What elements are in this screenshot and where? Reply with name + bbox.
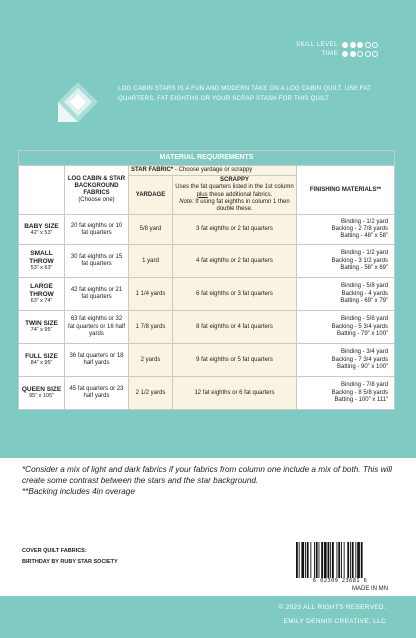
scrappy-cell: 8 fat eighths or 4 fat quarters xyxy=(173,311,297,344)
skill-level-row xyxy=(296,42,378,48)
batting-text: Batting - 69” x 79” xyxy=(340,297,389,304)
header-band xyxy=(0,0,416,128)
col-background-note: (Choose one) xyxy=(78,197,115,204)
size-dim: 74” x 95” xyxy=(30,327,53,334)
size-cell xyxy=(19,377,65,410)
star-fabric-header xyxy=(129,166,297,176)
background-cell: 30 fat eighths or 15 fat quarters xyxy=(65,245,129,278)
empty-corner-cell xyxy=(19,166,65,215)
time-dot-icon xyxy=(357,51,363,57)
material-requirements-table xyxy=(18,150,395,410)
background-cell: 20 fat eighths or 10 fat quarters xyxy=(65,215,129,245)
background-cell: 45 fat quarters or 23 half yards xyxy=(65,377,129,410)
size-label: SMALL THROW xyxy=(29,250,54,265)
size-dim: 42” x 53” xyxy=(30,229,53,236)
table-row xyxy=(19,311,395,344)
intro-text: LOG CABIN STARS IS A FUN AND MODERN TAKE ON A LOG CABIN QUILT. USE FAT QUARTERS, FAT EIGHTHS OR YOUR SCRAP STASH FOR THIS QUILT. xyxy=(118,85,372,102)
batting-text: Batting - 90” x 100” xyxy=(337,363,389,370)
binding-text: Binding - 5/8 yard xyxy=(341,283,389,290)
size-dim: 53” x 63” xyxy=(30,264,53,271)
star-fabric-note: - Choose yardage or scrappy xyxy=(173,167,253,173)
finishing-cell xyxy=(297,245,395,278)
backing-text: Backing - 8 5/8 yards xyxy=(331,389,389,396)
table-row xyxy=(19,377,395,410)
col-yardage-header: YARDAGE xyxy=(129,176,173,215)
binding-text: Binding - 1/2 yard xyxy=(341,250,389,257)
binding-text: Binding - 3/4 yard xyxy=(341,349,389,356)
skill-dot-icon xyxy=(357,42,363,48)
time-dot-icon xyxy=(350,51,356,57)
binding-text: Binding - 7/8 yard xyxy=(341,382,389,389)
yardage-cell: 2 yards xyxy=(129,344,173,377)
table-title: MATERIAL REQUIREMENTS xyxy=(19,151,395,166)
batting-text: Batting - 48” x 58” xyxy=(340,233,389,240)
footnote-backing: **Backing includes 4in overage xyxy=(22,487,135,496)
skill-dot-icon xyxy=(372,42,378,48)
table-row xyxy=(19,344,395,377)
finishing-cell xyxy=(297,377,395,410)
time-dot-icon xyxy=(342,51,348,57)
table-row xyxy=(19,215,395,245)
scrappy-cell: 6 fat eighths or 3 fat quarters xyxy=(173,278,297,311)
backing-text: Backing - 7 3/4 yards xyxy=(331,356,389,363)
cover-fabrics-label: COVER QUILT FABRICS: xyxy=(22,548,87,554)
scrappy-note-label: Note: xyxy=(179,198,194,205)
binding-text: Binding - 5/8 yard xyxy=(341,316,389,323)
scrappy-note-c: If using fat eighths in column 1 then double these. xyxy=(193,198,290,213)
size-dim: 95” x 105” xyxy=(29,393,54,400)
yardage-cell: 1 7/8 yards xyxy=(129,311,173,344)
made-in-label: MADE IN MN xyxy=(352,586,388,592)
yardage-cell: 2 1/2 yards xyxy=(129,377,173,410)
finishing-cell xyxy=(297,311,395,344)
background-cell: 42 fat eighths or 21 fat quarters xyxy=(65,278,129,311)
size-label: FULL SIZE xyxy=(25,353,58,361)
col-background-header xyxy=(65,166,129,215)
finishing-cell xyxy=(297,278,395,311)
backing-text: Backing - 5 3/4 yards xyxy=(331,323,389,330)
background-cell: 36 fat quarters or 18 half yards xyxy=(65,344,129,377)
yardage-cell: 1 yard xyxy=(129,245,173,278)
size-label: LARGE THROW xyxy=(29,283,54,298)
col-background-label: LOG CABIN & STAR BACKGROUND FABRICS xyxy=(67,175,126,197)
log-cabin-star-logo-icon xyxy=(56,80,100,124)
size-cell xyxy=(19,344,65,377)
barcode-icon xyxy=(292,540,388,582)
time-dot-icon xyxy=(365,51,371,57)
time-dot-icon xyxy=(372,51,378,57)
size-label: BABY SIZE xyxy=(24,222,59,230)
size-cell xyxy=(19,311,65,344)
size-dim: 63” x 74” xyxy=(30,297,53,304)
batting-text: Batting - 58” x 69” xyxy=(340,264,389,271)
batting-text: Batting - 100” x 111” xyxy=(334,396,389,403)
footer-band xyxy=(0,596,416,638)
background-cell: 63 fat eighths or 32 fat quarters or 16 half yards xyxy=(65,311,129,344)
size-label: TWIN SIZE xyxy=(25,320,58,328)
skill-dot-icon xyxy=(365,42,371,48)
scrappy-note-a: Uses the fat quarters listed in the 1st column xyxy=(175,184,294,191)
cover-fabrics-line: BIRTHDAY BY RUBY STAR SOCIETY xyxy=(22,559,118,565)
footnote-contrast: *Consider a mix of light and dark fabrics if your fabrics from column one include a mix of both. This will create some contrast between the stars and the star background. xyxy=(22,465,392,485)
time-label: TIME xyxy=(321,51,338,57)
copyright-text: © 2023 ALL RIGHTS RESERVED. xyxy=(278,604,386,611)
finishing-cell xyxy=(297,344,395,377)
footnotes xyxy=(22,464,402,497)
skill-dot-icon xyxy=(342,42,348,48)
size-dim: 84” x 95” xyxy=(30,360,53,367)
scrappy-cell: 12 fat eighths or 6 fat quarters xyxy=(173,377,297,410)
size-cell xyxy=(19,215,65,245)
finishing-cell xyxy=(297,215,395,245)
scrappy-cell: 9 fat eighths or 5 fat quarters xyxy=(173,344,297,377)
binding-text: Binding - 1/2 yard xyxy=(341,218,389,225)
skill-level-dots xyxy=(342,42,378,48)
col-scrappy-header xyxy=(173,176,297,215)
skill-dot-icon xyxy=(350,42,356,48)
col-scrappy-label: SCRAPPY xyxy=(219,177,249,184)
scrappy-note-b: these additional fabrics. xyxy=(207,191,273,198)
scrappy-note-plus: plus xyxy=(196,191,208,198)
col-finishing-header: FINISHING MATERIALS** xyxy=(297,166,395,215)
company-text: EMILY DENNIS CREATIVE, LLC xyxy=(283,618,386,625)
yardage-cell: 1 1/4 yards xyxy=(129,278,173,311)
time-dots xyxy=(342,51,378,57)
size-cell xyxy=(19,278,65,311)
backing-text: Backing - 2 7/8 yards xyxy=(331,226,389,233)
time-row xyxy=(322,51,378,57)
barcode-number: 6 02309 23681 6 xyxy=(312,578,368,584)
skill-level-label: SKILL LEVEL xyxy=(296,42,338,48)
scrappy-cell: 4 fat eighths or 2 fat quarters xyxy=(173,245,297,278)
size-label: QUEEN SIZE xyxy=(21,386,62,394)
size-cell xyxy=(19,245,65,278)
backing-text: Backing - 3 1/2 yards xyxy=(331,257,389,264)
yardage-cell: 5/8 yard xyxy=(129,215,173,245)
star-fabric-label: STAR FABRIC* xyxy=(131,167,174,173)
table-row xyxy=(19,245,395,278)
scrappy-cell: 3 fat eighths or 2 fat quarters xyxy=(173,215,297,245)
cover-fabrics xyxy=(22,546,118,568)
batting-text: Batting - 79” x 100” xyxy=(337,330,389,337)
table-row xyxy=(19,278,395,311)
backing-text: Backing - 4 yards xyxy=(341,290,389,297)
